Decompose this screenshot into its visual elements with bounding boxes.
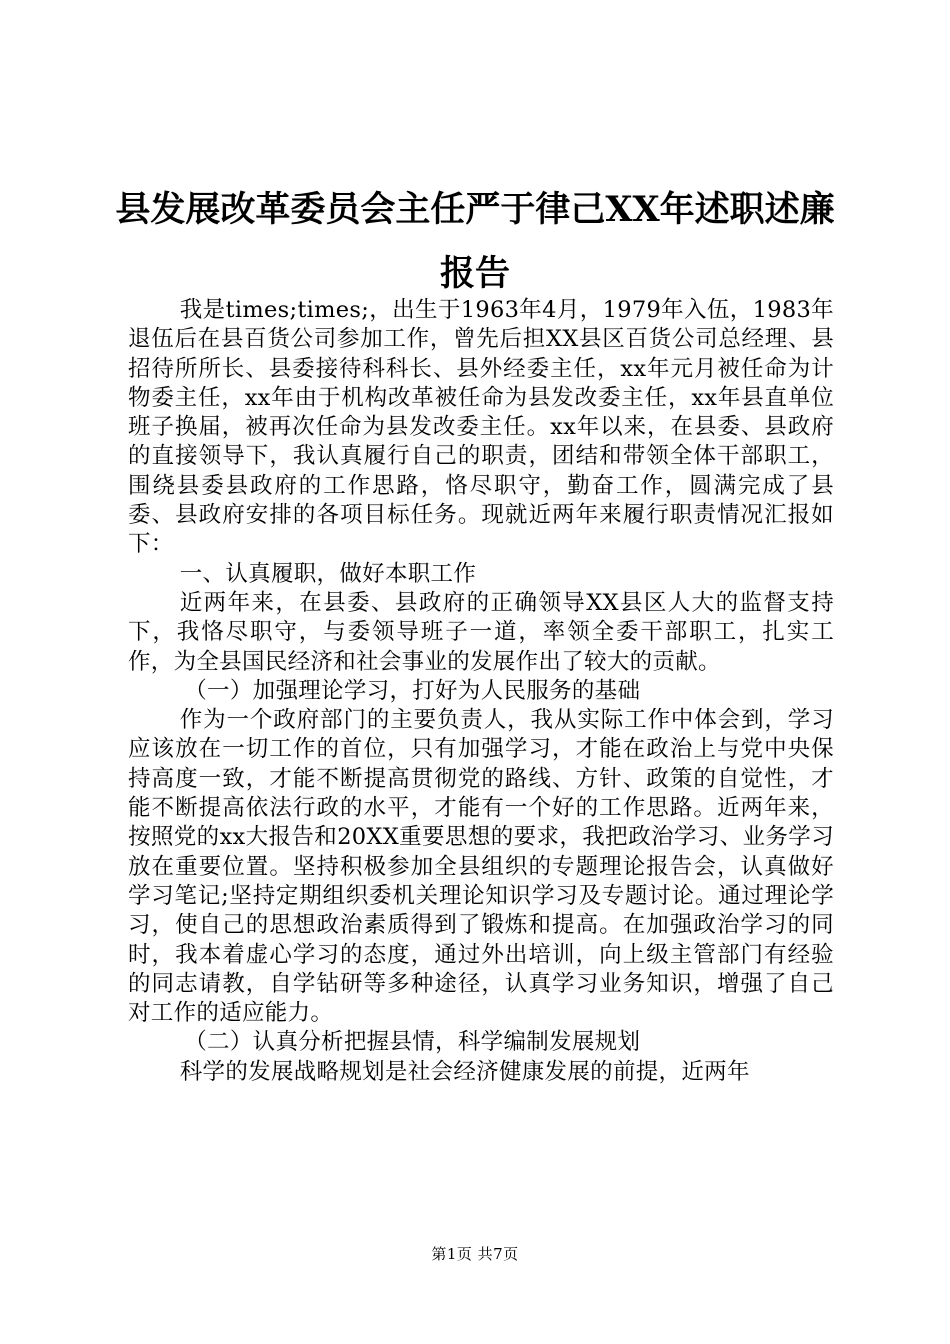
subsection-1-paragraph: 作为一个政府部门的主要负责人，我从实际工作中体会到，学习应该放在一切工作的首位，只有加强学习，才能在政治上与党中央保持高度一致，才能不断提高贯彻党的路线、方针、政策的自觉性，才能不断提高依法行政的水平，才能有一个好的工作思路。近两年来，按照党的xx大报告和20XX重要思想的要求，我把政治学习、业务学习放在重要位置。坚持积极参加全县组织的专题理论报告会，认真做好学习笔记;坚持定期组织委机关理论知识学习及专题讨论。通过理论学习，使自己的思想政治素质得到了锻炼和提高。在加强政治学习的同时，我本着虚心学习的态度，通过外出培训，向上级主管部门有经验的同志请教，自学钻研等多种途径，认真学习业务知识，增强了自己对工作的适应能力。 [128,707,834,1027]
page-footer: 第1页 共7页 [431,1245,519,1263]
subsection-heading-1: （一）加强理论学习，打好为人民服务的基础 [184,677,641,704]
subsection-2-paragraph: 科学的发展战略规划是社会经济健康发展的前提，近两年 [179,1058,750,1085]
subsection-heading-2: （二）认真分析把握县情，科学编制发展规划 [184,1029,641,1056]
intro-paragraph: 我是times;times;，出生于1963年4月，1979年入伍，1983年退伍后在县百货公司参加工作，曾先后担XX县区百货公司总经理、县招待所所长、县委接待科科长、县外经委主任，xx年元月被任命为计物委主任，xx年由于机构改革被任命为县发改委主任，xx年县直单位班子换届，被再次任命为县发改委主任。xx年以来，在县委、县政府的直接领导下，我认真履行自己的职责，团结和带领全体干部职工，围绕县委县政府的工作思路，恪尽职守，勤奋工作，圆满完成了县委、县政府安排的各项目标任务。现就近两年来履行职责情况汇报如下： [128,297,834,558]
document-body [128,296,834,1087]
section-heading-1: 一、认真履职，做好本职工作 [179,560,477,587]
section-1-paragraph: 近两年来，在县委、县政府的正确领导XX县区人大的监督支持下，我恪尽职守，与委领导班子一道，率领全委干部职工，扎实工作，为全县国民经济和社会事业的发展作出了较大的贡献。 [128,589,834,675]
document-title: 县发展改革委员会主任严于律己XX年述职述廉报告 [115,189,835,294]
